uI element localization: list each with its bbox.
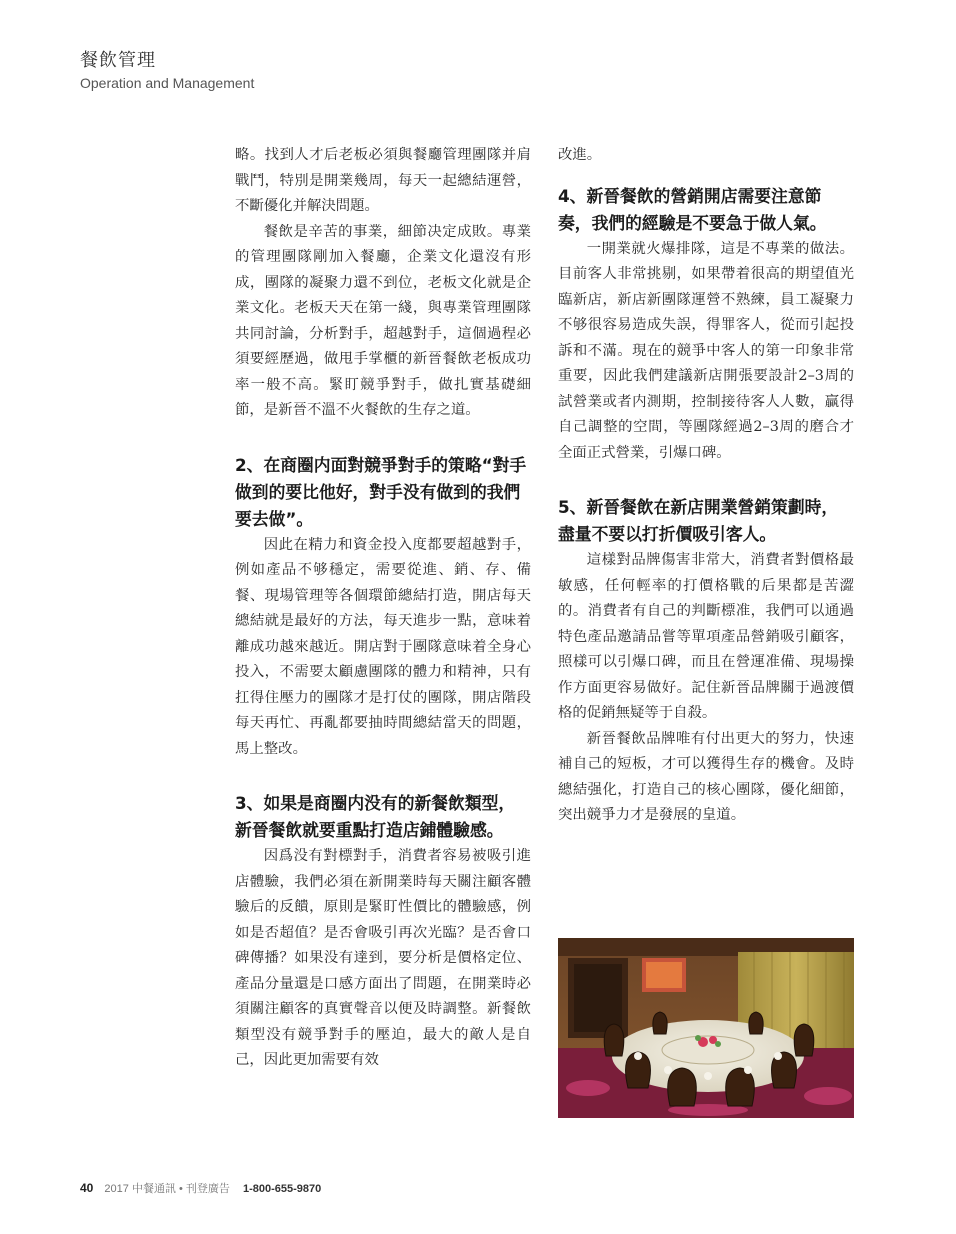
page-number: 40 <box>80 1181 94 1195</box>
paragraph: 這樣對品牌傷害非常大，消費者對價格最敏感，任何輕率的打價格戰的后果都是苦澀的。消費者有自己的判斷標准，我們可以通過特色產品邀請品嘗等單項產品營銷吸引顧客，照樣可以引爆口碑，而且在營運准備、現場操作方面更容易做好。記住新晉品牌關于過渡價格的促銷無疑等于自殺。 <box>558 552 854 721</box>
subheading: 5、新晉餐飲在新店開業營銷策劃時，盡量不要以打折價吸引客人。 <box>558 497 839 544</box>
paragraph: 改進。 <box>558 147 602 163</box>
section-title-english: Operation and Management <box>80 75 255 91</box>
subheading: 2、在商圈内面對競爭對手的策略“對手做到的要比他好，對手没有做到的我們要去做”。 <box>235 454 527 529</box>
left-column <box>235 143 531 1074</box>
right-column <box>558 143 854 829</box>
section-title-chinese: 餐飲管理 <box>80 50 156 71</box>
paragraph: 因爲没有對標對手，消費者容易被吸引進店體驗，我們必須在新開業時每天關注顧客體驗后的反饋，原則是緊盯性價比的體驗感，例如是否超值？是否會吸引再次光臨？是否會口碑傳播？如果没有達到，要分析是價格定位、產品分量還是口感方面出了問題，在開業時必須關注顧客的真實聲音以便及時調整。新餐飲類型没有競爭對手的壓迫，最大的敵人是自己，因此更加需要有效 <box>235 848 531 1068</box>
subheading: 3、如果是商圈内没有的新餐飲類型，新晉餐飲就要重點打造店鋪體驗感。 <box>235 793 516 840</box>
paragraph: 因此在精力和資金投入度都要超越對手，例如產品不够穩定，需要從進、銷、存、備餐、現場管理等各個環節總結打造，開店每天總結就是最好的方法，每天進步一點，意味着離成功越來越近。開店對于團隊意味着全身心投入，不需要太顧慮團隊的體力和精神，只有扛得住壓力的團隊才是打仗的團隊，開店階段每天再忙、再亂都要抽時間總結當天的問題，馬上整改。 <box>235 536 531 757</box>
subheading: 4、新晉餐飲的營銷開店需要注意節奏，我們的經驗是不要急于做人氣。 <box>558 185 827 233</box>
paragraph: 一開業就火爆排隊，這是不專業的做法。目前客人非常挑剔，如果帶着很高的期望值光臨新店，新店新團隊運營不熟練，員工凝聚力不够很容易造成失誤，得罪客人，從而引起投訴和不滿。現在的競爭中客人的第一印象非常重要，因此我們建議新店開張要設計2–3周的試營業或者内測期，控制接待客人人數，贏得自己調整的空間，等團隊經過2–3周的磨合才全面正式營業，引爆口碑。 <box>558 240 854 461</box>
paragraph: 新晉餐飲品牌唯有付出更大的努力，快速補自己的短板，才可以獲得生存的機會。及時總結强化，打造自己的核心團隊，優化細節，突出競爭力才是發展的皇道。 <box>558 730 854 823</box>
page-footer <box>80 1180 321 1196</box>
paragraph: 略。找到人才后老板必須與餐廳管理團隊并肩戰鬥，特別是開業幾周，每天一起總結運營，不斷優化并解決問題。 <box>235 147 531 214</box>
paragraph: 餐飲是辛苦的事業，細節决定成敗。專業的管理團隊剛加入餐廳，企業文化還沒有形成，團隊的凝聚力還不到位，老板文化就是企業文化。老板天天在第一綫，與專業管理團隊共同討論，分析對手，超越對手，這個過程必須要經歷過，做甩手掌櫃的新晉餐飲老板成功率一般不高。緊盯競爭對手，做扎實基礎細節，是新晉不溫不火餐飲的生存之道。 <box>235 223 531 418</box>
phone-number: 1-800-655-9870 <box>242 1183 322 1195</box>
dining-room-illustration <box>558 938 854 1118</box>
section-header <box>80 50 254 92</box>
publication-credit: 2017 中餐通訊 • 刊登廣告 <box>104 1183 230 1195</box>
dining-room-photo <box>558 938 854 1118</box>
